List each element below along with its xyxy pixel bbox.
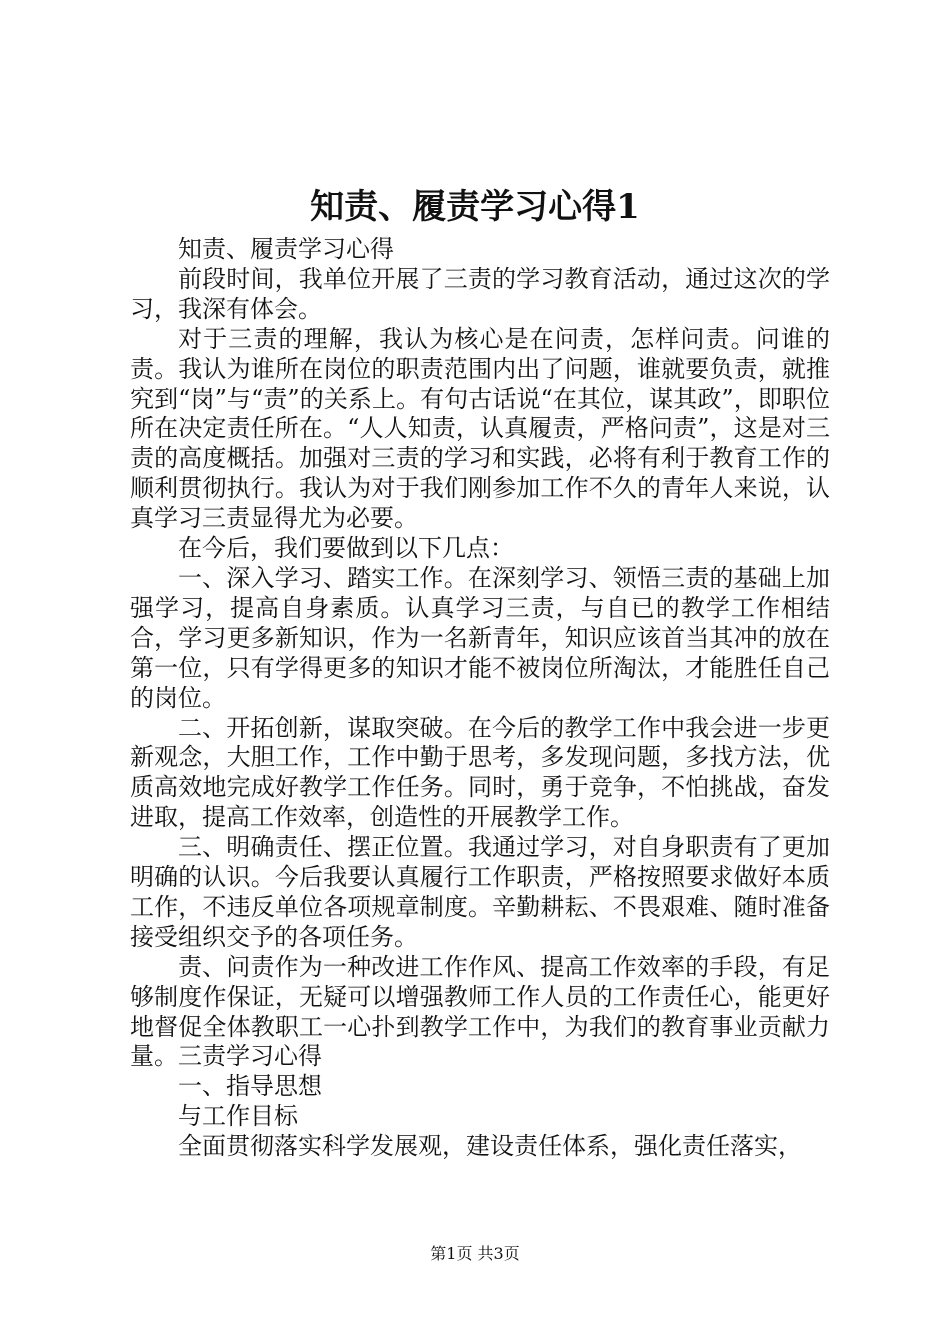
- section-heading: 一、指导思想: [178, 1072, 322, 1101]
- paragraph: 一、深入学习、踏实工作。在深刻学习、领悟三责的基础上加强学习，提高自身素质。认真学习三责，与自已的教学工作相结合，学习更多新知识，作为一名新青年，知识应该首当其冲的放在第一位，只有学得更多的知识才能不被岗位所淘汰，才能胜任自己的岗位。: [130, 563, 830, 712]
- paragraph-subtitle: 知责、履责学习心得: [178, 235, 394, 263]
- document-body: [130, 235, 830, 1162]
- paragraph: 前段时间，我单位开展了三责的学习教育活动，通过这次的学习，我深有体会。: [130, 264, 830, 323]
- paragraph: 与工作目标: [178, 1102, 298, 1131]
- page-footer: 第1页 共3页: [430, 1244, 520, 1263]
- paragraph: 在今后，我们要做到以下几点：: [178, 534, 514, 563]
- paragraph: 三、明确责任、摆正位置。我通过学习，对自身职责有了更加明确的认识。今后我要认真履行工作职责，严格按照要求做好本质工作，不违反单位各项规章制度。辛勤耕耘、不畏艰难、随时准备接受组织交予的各项任务。: [130, 833, 830, 951]
- paragraph: 责、问责作为一种改进工作作风、提高工作效率的手段，有足够制度作保证，无疑可以增强教师工作人员的工作责任心，能更好地督促全体教职工一心扑到教学工作中，为我们的教育事业贡献力量。三责学习心得: [130, 952, 830, 1071]
- paragraph: 二、开拓创新，谋取突破。在今后的教学工作中我会进一步更新观念，大胆工作，工作中勤于思考，多发现问题，多找方法，优质高效地完成好教学工作任务。同时，勇于竞争，不怕挑战，奋发进取，提高工作效率，创造性的开展教学工作。: [130, 713, 830, 832]
- paragraph: 全面贯彻落实科学发展观，建设责任体系，强化责任落实，: [178, 1132, 802, 1161]
- paragraph: 对于三责的理解，我认为核心是在问责，怎样问责。问谁的责。我认为谁所在岗位的职责范围内出了问题，谁就要负责，就推究到“岗”与“责”的关系上。有句古话说“在其位，谋其政”，即职位所在决定责任所在。“人人知责，认真履责，严格问责”，这是对三责的高度概括。加强对三责的学习和实践，必将有利于教育工作的顺利贯彻执行。我认为对于我们刚参加工作不久的青年人来说，认真学习三责显得尤为必要。: [130, 324, 830, 533]
- page-title: 知责、履责学习心得1: [310, 187, 640, 227]
